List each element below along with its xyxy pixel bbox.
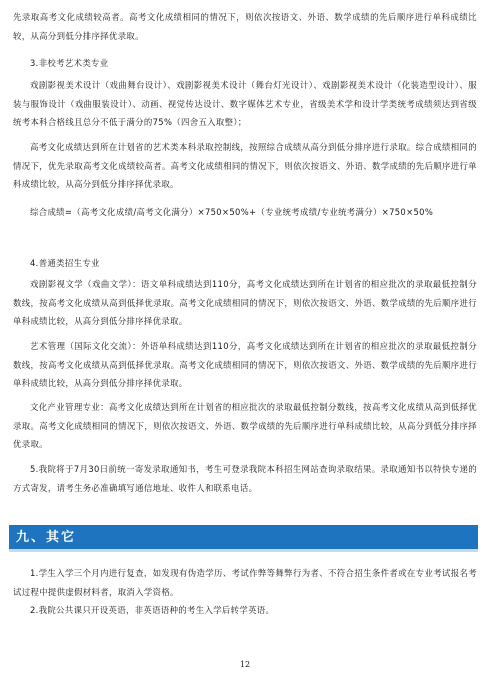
composite-score-formula: 综合成绩=（高考文化成绩/高考文化满分）×750×50%+（专业统考成绩/专业统考满分）×750×50% xyxy=(30,207,434,217)
item3-majors-paragraph: 戏剧影视美术设计（戏曲舞台设计）、戏剧影视美术设计（舞台灯光设计）、戏剧影视美术设计（化装造型设计）、服装与服饰设计（戏曲服装设计）、动画、视觉传达设计、数字媒体艺术专业，省级美术学和设计学类统考成绩须达到省级统考本科合格线且总分不低于满分的75%（四舍五入取整）； xyxy=(13,80,477,128)
item4-drama-literature-paragraph: 戏剧影视文学（戏曲文学）：语文单科成绩达到110分，高考文化成绩达到所在计划省的相应批次的录取最低控制分数线，按高考文化成绩从高到低择优录取。高考文化成绩相同的情况下，则依次按语文、外语、数学成绩的先后顺序进行单科成绩比较，从高分到低分排序择优录取。 xyxy=(13,279,477,327)
item3-admission-paragraph: 高考文化成绩达到所在计划省的艺术类本科录取控制线，按照综合成绩从高分到低分排序进行录取。综合成绩相同的情况下，优先录取高考文化成绩较高者。高考文化成绩相同的情况下，则依次按语文、外语、数学成绩的先后顺序进行单科成绩比较，从高分到低分排序择优录取。 xyxy=(13,142,477,190)
item4-title: 4.普通类招生专业 xyxy=(30,258,100,268)
item3-title: 3.非校考艺术类专业 xyxy=(30,58,109,68)
item4-cultural-industry-paragraph: 文化产业管理专业：高考文化成绩达到所在计划省的相应批次的录取最低控制分数线，按高考文化成绩从高到低择优录取。高考文化成绩相同的情况下，则依次按语文、外语、数学成绩的先后顺序进行单科成绩比较，从高分到低分排序择优录取。 xyxy=(13,402,477,450)
section9-item2: 2.我院公共课只开设英语，非英语语种的考生入学后转学英语。 xyxy=(30,605,275,615)
section9-item1: 1.学生入学三个月内进行复查，如发现有伪造学历、考试作弊等舞弊行为者、不符合招生条件者或在专业考试报名考试过程中提供虚假材料者，取消入学资格。 xyxy=(13,568,477,597)
item4-arts-management-paragraph: 艺术管理（国际文化交流）：外语单科成绩达到110分，高考文化成绩达到所在计划省的相应批次的录取最低控制分数线，按高考文化成绩从高到低择优录取。高考文化成绩相同的情况下，则依次按语文、外语、数学成绩的先后顺序进行单科成绩比较，从高分到低分排序择优录取。 xyxy=(13,341,477,389)
section-heading: 九、其它 xyxy=(16,530,77,545)
page-number: 12 xyxy=(239,660,251,669)
item5-notice-paragraph: 5.我院将于7月30日前统一寄发录取通知书，考生可登录我院本科招生网站查询录取结果。录取通知书以特快专递的方式寄发，请考生务必准确填写通信地址、收件人和联系电话。 xyxy=(13,464,477,493)
section-heading-bar xyxy=(9,525,478,552)
continuation-paragraph: 先录取高考文化成绩较高者。高考文化成绩相同的情况下，则依次按语文、外语、数学成绩的先后顺序进行单科成绩比较，从高分到低分排序择优录取。 xyxy=(13,12,477,41)
